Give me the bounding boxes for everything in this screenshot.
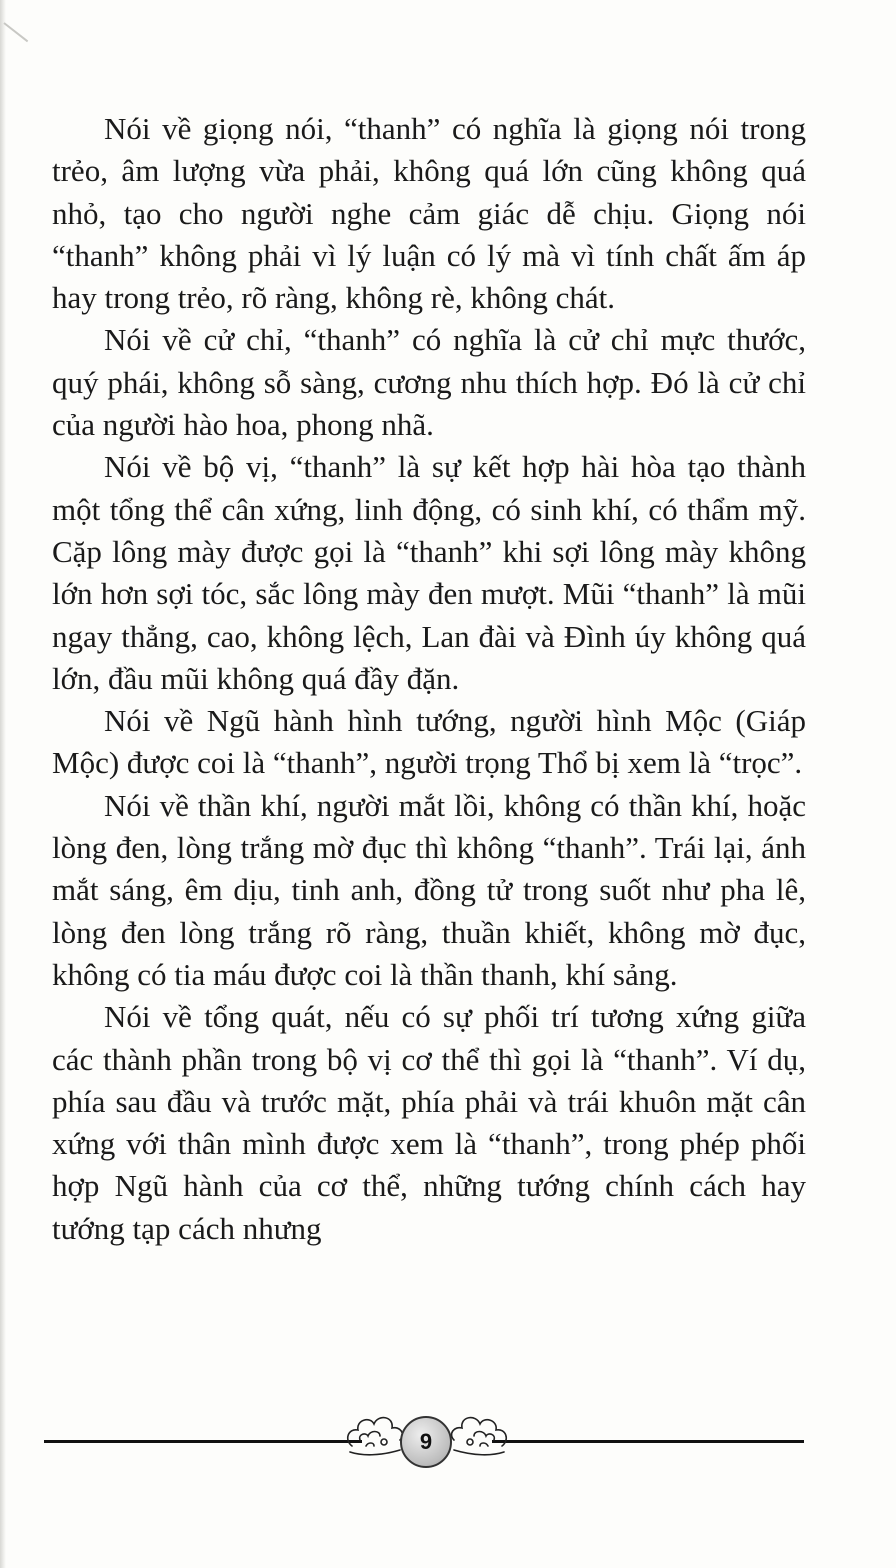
- paragraph-five-elements: Nói về Ngũ hành hình tướng, người hình Mộc (Giáp Mộc) được coi là “thanh”, người trọng Thổ bị xem là “trọc”.: [52, 703, 806, 781]
- page-corner-mark: [3, 22, 28, 42]
- body-text: [52, 108, 806, 1250]
- page-binding-edge: [0, 0, 6, 1568]
- paragraph-features: Nói về bộ vị, “thanh” là sự kết hợp hài hòa tạo thành một tổng thể cân xứng, linh động, có sinh khí, có thẩm mỹ. Cặp lông mày được gọi là “thanh” khi sợi lông mày không lớn hơn sợi tóc, sắc lông mày đen mượt. Mũi “thanh” là mũi ngay thẳng, cao, không lệch, Lan đài và Đình úy không quá lớn, đầu mũi không quá đầy đặn.: [52, 449, 806, 696]
- page-footer: [44, 1400, 804, 1480]
- paragraph-spirit: Nói về thần khí, người mắt lồi, không có thần khí, hoặc lòng đen, lòng trắng mờ đục thì không “thanh”. Trái lại, ánh mắt sáng, êm dịu, tinh anh, đồng tử trong suốt như pha lê, lòng đen lòng trắng rõ ràng, thuần khiết, không mờ đục, không có tia máu được coi là thần thanh, khí sảng.: [52, 787, 806, 992]
- paragraph-overall: Nói về tổng quát, nếu có sự phối trí tương xứng giữa các thành phần trong bộ vị cơ thể thì gọi là “thanh”. Ví dụ, phía sau đầu và trước mặt, phía phải và trái khuôn mặt cân xứng với thân mình được xem là “thanh”, trong phép phối hợp Ngũ hành của cơ thể, những tướng chính cách hay tướng tạp cách nhưng: [52, 999, 806, 1246]
- footer-rule-right: [492, 1440, 804, 1443]
- page-number: 9: [419, 1429, 433, 1454]
- paragraph-voice: Nói về giọng nói, “thanh” có nghĩa là giọng nói trong trẻo, âm lượng vừa phải, không quá lớn cũng không quá nhỏ, tạo cho người nghe cảm giác dễ chịu. Giọng nói “thanh” không phải vì lý luận có lý mà vì tính chất ấm áp hay trong trẻo, rõ ràng, không rè, không chát.: [52, 111, 806, 316]
- page-number-badge: [400, 1416, 452, 1468]
- footer-rule-left: [44, 1440, 362, 1443]
- paragraph-gesture: Nói về cử chỉ, “thanh” có nghĩa là cử chỉ mực thước, quý phái, không sỗ sàng, cương nhu thích hợp. Đó là cử chỉ của người hào hoa, phong nhã.: [52, 322, 806, 443]
